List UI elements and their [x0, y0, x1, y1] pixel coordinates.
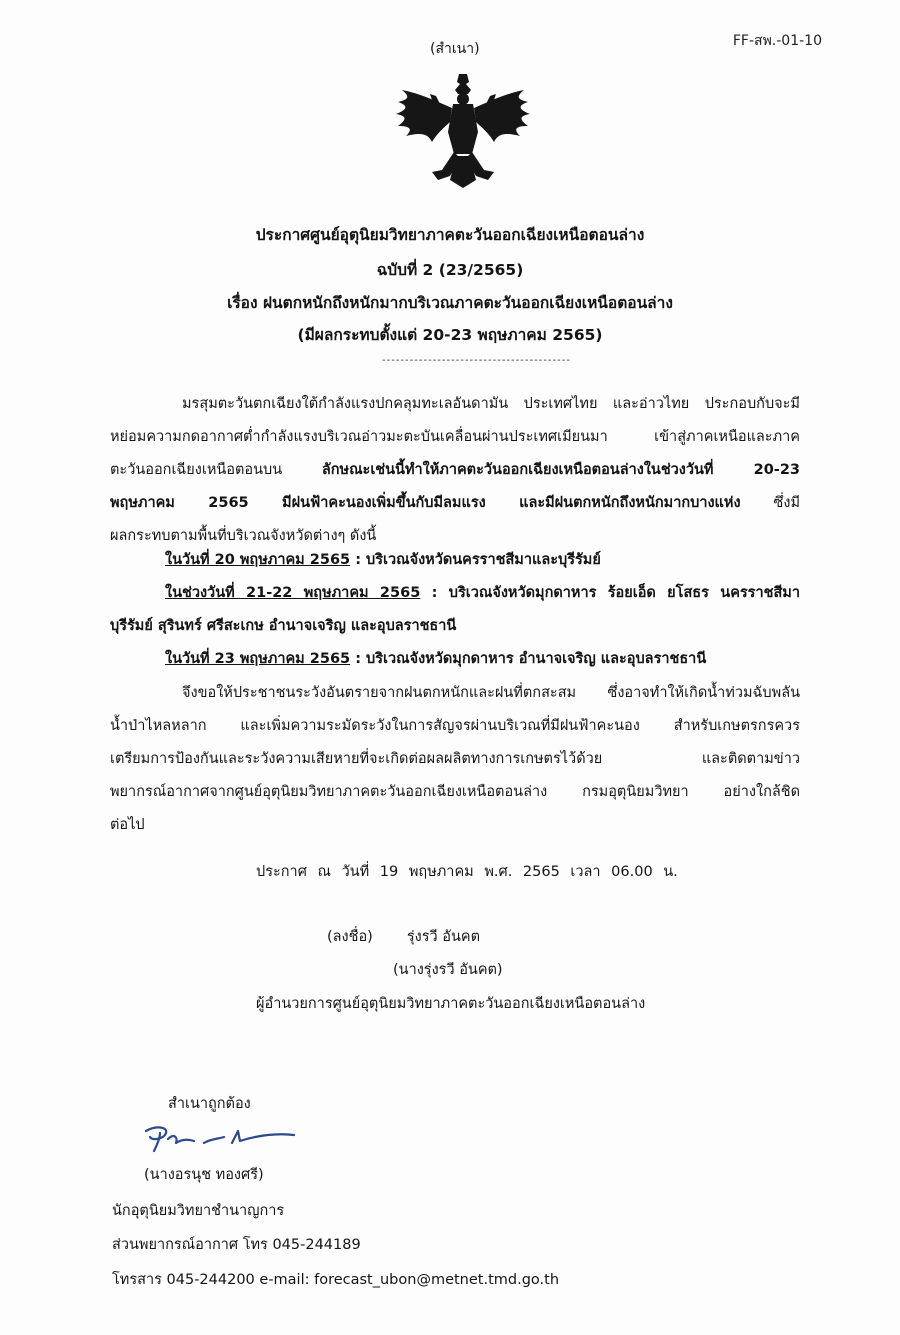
signature-line	[327, 925, 480, 948]
date-label: ในช่วงวันที่ 21-22 พฤษภาคม 2565	[165, 585, 421, 601]
garuda-emblem-icon	[388, 72, 538, 192]
body-text: ตะวันออกเฉียงเหนือตอนบน	[110, 462, 322, 478]
affected-date-2-cont: บุรีรัมย์ สุรินทร์ ศรีสะเกษ อำนาจเจริญ และอุบลราชธานี	[110, 618, 457, 634]
date-areas: : บริเวณจังหวัดนครราชสีมาและบุรีรัมย์	[350, 552, 601, 568]
body-line: ผลกระทบตามพื้นที่บริเวณจังหวัดต่างๆ ดังนี้	[110, 528, 377, 544]
body-line: เตรียมการป้องกันและระวังความเสียหายที่จะเกิดต่อผลผลิตทางการเกษตรไว้ด้วย และติดตามข่าว	[110, 751, 800, 767]
affected-areas-list	[110, 544, 800, 676]
form-code: FF-สพ.-01-10	[732, 33, 822, 49]
body-line: จึงขอให้ประชาชนระวังอันตรายจากฝนตกหนักและฝนที่ตกสะสม ซึ่งอาจทำให้เกิดน้ำท่วมฉับพลัน	[182, 685, 800, 701]
certifier-department: ส่วนพยากรณ์อากาศ โทร 045-244189	[112, 1237, 361, 1253]
body-paragraph-1	[110, 388, 800, 553]
announcement-date: ประกาศ ณ วันที่ 19 พฤษภาคม พ.ศ. 2565 เวลา 06.00 น.	[256, 864, 678, 880]
certifier-contact: โทรสาร 045-244200 e-mail: forecast_ubon@metnet.tmd.go.th	[112, 1272, 560, 1288]
date-areas: : บริเวณจังหวัดมุกดาหาร ร้อยเอ็ด ยโสธร นครราชสีมา	[420, 585, 800, 601]
body-line	[110, 487, 800, 520]
copy-label: (สำเนา)	[430, 41, 480, 57]
affected-date-3	[110, 643, 800, 676]
announcement-number: ฉบับที่ 2 (23/2565)	[376, 261, 524, 279]
announcement-effect-period: (มีผลกระทบตั้งแต่ 20-23 พฤษภาคม 2565)	[297, 326, 603, 344]
date-label: ในวันที่ 23 พฤษภาคม 2565	[165, 651, 351, 667]
body-line: พยากรณ์อากาศจากศูนย์อุตุนิยมวิทยาภาคตะวันออกเฉียงเหนือตอนล่าง กรมอุตุนิยมวิทยา อย่างใกล้ชิด	[110, 784, 800, 800]
body-line: ต่อไป	[110, 817, 145, 833]
body-line: น้ำป่าไหลหลาก และเพิ่มความระมัดระวังในการสัญจรผ่านบริเวณที่มีฝนฟ้าคะนอง สำหรับเกษตรกรควร	[110, 718, 800, 734]
body-line: มรสุมตะวันตกเฉียงใต้กำลังแรงปกคลุมทะเลอันดามัน ประเทศไทย และอ่าวไทย ประกอบกับจะมี	[182, 396, 800, 412]
signed-label: (ลงชื่อ)	[327, 929, 373, 945]
signed-name: รุ่งรวี อันคต	[406, 929, 480, 945]
body-line: หย่อมความกดอากาศต่ำกำลังแรงบริเวณอ่าวมะตะบันเคลื่อนผ่านประเทศเมียนมา เข้าสู่ภาคเหนือและภาค	[110, 429, 800, 445]
body-bold-text: พฤษภาคม 2565 มีฝนฟ้าคะนองเพิ่มขึ้นกับมีลมแรง และมีฝนตกหนักถึงหนักมากบางแห่ง	[110, 495, 741, 511]
signer-full-name: (นางรุ่งรวี อันคต)	[393, 962, 503, 978]
certifier-position: นักอุตุนิยมวิทยาชำนาญการ	[112, 1203, 285, 1219]
body-text: ซึ่งมี	[740, 495, 800, 511]
title-separator: -----------------------------------------	[382, 355, 571, 366]
signer-position: ผู้อำนวยการศูนย์อุตุนิยมวิทยาภาคตะวันออกเฉียงเหนือตอนล่าง	[256, 996, 646, 1012]
body-bold-text: ลักษณะเช่นนี้ทำให้ภาคตะวันออกเฉียงเหนือตอนล่างในช่วงวันที่ 20-23	[321, 462, 800, 478]
affected-date-1	[110, 544, 800, 577]
body-line	[110, 454, 800, 487]
certifier-name: (นางอรนุช ทองศรี)	[144, 1167, 264, 1183]
announcement-subject: เรื่อง ฝนตกหนักถึงหนักมากบริเวณภาคตะวันออกเฉียงเหนือตอนล่าง	[227, 294, 673, 312]
handwritten-signature-icon	[138, 1117, 298, 1159]
body-paragraph-3	[110, 677, 800, 842]
date-areas: : บริเวณจังหวัดมุกดาหาร อำนาจเจริญ และอุบลราชธานี	[350, 651, 707, 667]
affected-date-2	[110, 577, 800, 610]
date-label: ในวันที่ 20 พฤษภาคม 2565	[165, 552, 351, 568]
announcement-title: ประกาศศูนย์อุตุนิยมวิทยาภาคตะวันออกเฉียงเหนือตอนล่าง	[255, 226, 645, 244]
certified-copy-label: สำเนาถูกต้อง	[168, 1096, 251, 1112]
